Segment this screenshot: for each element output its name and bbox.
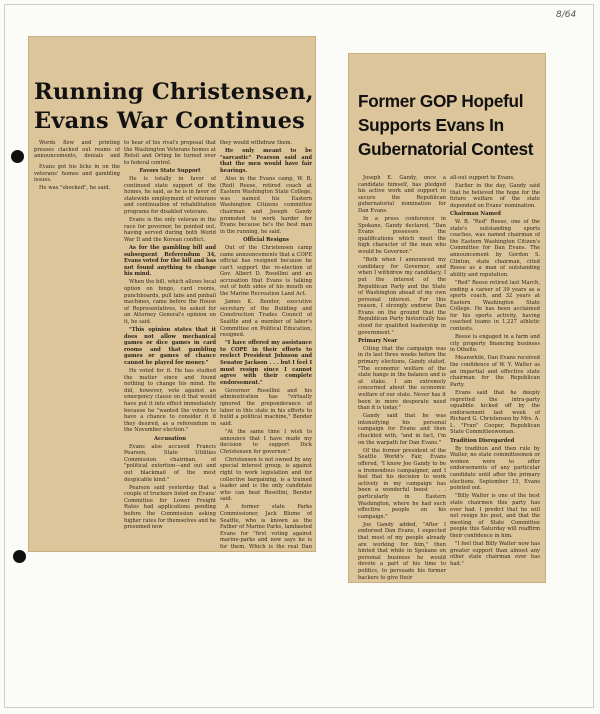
paragraph: Earlier in the day, Gandy said that he believed the hope for the future welfare of the state depended on Evans' nomination. [450, 183, 540, 209]
clipping1-column-1 [34, 164, 120, 550]
paragraph: "This opinion states that it does not allow mechanical games or dice games in card rooms and that gambling games or games of chance cannot be played for money." [124, 327, 216, 366]
clipping2-headline-line1: Former GOP Hopeful [358, 91, 524, 111]
paragraph: to hear of his rival's proposal that the Washington Veterans homes at Retsil and Orting be turned over to federal control. [124, 140, 216, 166]
paragraph: Governor Rosellini and his administration has "virtually ignored the preponderance of labor in this state in his efforts to build a political machine," Bender said. [220, 387, 312, 427]
subhead-favors-state-support: Favors State Support [139, 167, 201, 174]
binder-hole-top [11, 150, 24, 163]
subhead-chairman-named: Chairman Named [450, 210, 501, 217]
clipping1-headline-line2: Evans War Continues [34, 108, 305, 134]
paragraph: "I feel that Billy Walter now has greater support than almost any other state chairman ever has had." [450, 540, 540, 567]
subhead-official-resigns: Official Resigns [243, 236, 289, 243]
clipping-former-gop-hopeful [348, 53, 546, 583]
paragraph: In a press conference in Spokane, Gandy declared, "Dan Evans possesses the qualifications which meet the high character of the man who would be Governor." [358, 216, 446, 256]
date-note: 8/64 [556, 10, 577, 20]
clipping2-column-1 [358, 175, 446, 581]
clipping2-headline [358, 89, 540, 161]
paragraph: Pearson said yesterday that a couple of truckers listed on Evans' Committee for Lower Freight Rates had applications pending before the Commission asking higher rates for themselves and he presumed now [124, 484, 216, 531]
paragraph: Evans also accused Francis Pearson, State Utilities Commission chairman, of "political extortion—and out and out blackmail of the most despicable kind." [124, 443, 216, 483]
paragraph: Of the former president of the Seattle World's Fair, Evans offered, "I know Joe Gandy to be a tremendous campaigner, and I feel that his decision to work actively in my campaign has been a wonderful boost . . . particularly in Eastern Washington, where he had such effective people on his campaign." [358, 447, 446, 520]
paragraph: When the bill, which allows local option on bingo, card rooms, punchboards, pull tabs and pinball machines, came before the House of Representatives, he asked for an Attorney General's opinion on it, he said. [124, 279, 216, 325]
paragraph: Meanwhile, Dan Evans received the confidence of W. Y. Walter as an impartial and effective state chairman for the Republican Party. [450, 355, 540, 388]
paragraph: He voted for it. He has studied the matter since and found nothing to change his mind. He did, however, vote against an emergency clause on it that would have put it into effect immediately because he "wanted the voters to have a chance to consider it if they desired, as a referendum in the November election." [124, 368, 216, 434]
clipping1-headline-line1: Running Christensen, [34, 79, 314, 105]
paragraph: Christensen is not owned by any special interest group, is against right to work legislation and for collective bargaining, is a trained leader and is the only candidate who can beat Rosellini, Bender said. [220, 456, 312, 503]
clipping-running-christensen [28, 36, 316, 552]
paragraph: "At the same time I wish to announce that I have made my decision to support Dick Christensen for governor." [220, 428, 312, 455]
paragraph: Evans said that he deeply regretted the intra-party squabble kicked off by the endorsement last week of Richard G. Christensen by Mrs. A. L. "Fran" Cooper, Republican State Committeewoman. [450, 389, 540, 436]
subhead-accusation: Accusation [154, 435, 186, 442]
clipping2-column-2 [450, 175, 540, 581]
paragraph: "Red" Reese retired last March, ending a career of 39 years as a sports coach, and 32 years at Eastern Washington State College. He has been acclaimed for his sports activity, having coached teams in 1,227 athletic contests. [450, 279, 540, 333]
paragraph: As for the gambling bill and subsequent Referendum 34, Evans voted for the bill and has not found anything to change his mind. [124, 244, 216, 278]
paragraph: Also in the Evans camp, W. B. (Red) Reese, retired coach at Eastern Washington State College, was named his Eastern Washington Citizens committee chairman and Joseph Gandy promoted to work harder for Evans because he's the best man in the running, he said. [220, 175, 312, 235]
paragraph: Evans got his licks in on the veterans' homes and gambling issues. [34, 164, 120, 184]
paragraph: Joseph E. Gandy, once a candidate himself, has pledged his active work and support to secure the Republican gubernatorial nomination for Dan Evans. [358, 175, 446, 214]
clipping1-column-2 [124, 140, 216, 550]
paragraph: Words flew and printing presses clacked out reams of announcements, denials and [34, 140, 120, 160]
paragraph: Gandy said that he was intensifying his personal campaign for Evans and then chuckled with, "and in fact, I'm on the warpath for Dan Evans." [358, 413, 446, 446]
paragraph: A former state Parks Commissioner, Jack Blume of Seattle, who is known as the Father of Marine Parks, lambasted Evans for "first voting against marine-parks and now says he is for them. Which is the real Dan [220, 504, 312, 550]
paragraph: He was "shocked", he said, [39, 185, 111, 192]
paragraph: Evans is the only veteran in the race for governor, he pointed out, having served during both World War II and the Korean conflict. [124, 217, 216, 243]
clipping2-headline-line3: Gubernatorial Contest [358, 139, 534, 159]
paragraph: W. B. "Red" Reese, one of the state's outstanding sports coaches, was named chairman of the Eastern Washington Citizen's Committee for Dan Evans. The announcement by Gordon S. Clinton, state chairman, cited Reese as a man of outstanding ability and reputation. [450, 219, 540, 278]
paragraph: "I have offered my assistance to COPE in their efforts to reelect President Johnson and Senator Jackson . . . but I feel I must resign since I cannot agree with their complete endorsement." [220, 340, 312, 386]
paragraph: Out of the Christensen camp came announcements that a COPE official has resigned because he can't support the re-election of Gov. Albert D. Rosellini and an accusation that Evans is talking out of both sides of his mouth on the Marine Recreation Land Act. [220, 244, 312, 298]
paragraph: Reese is engaged in a farm and city property financing business in Othello. [450, 334, 540, 354]
clipping1-headline [34, 78, 314, 136]
paragraph: James K. Bender, executive secretary of the Building and Construction Trades Council of Seattle and a member of labor's Committee on Political Education, resigned. [220, 299, 312, 339]
paragraph: "Billy Walter is one of the best state chairmen this party has ever had. I predict that he will not resign his post, and that the meeting of State Committee people this Saturday will reaffirm their confidence in him. [450, 493, 540, 539]
paragraph: By tradition and then rule by Walter, no state committeemen or women were to offer endorsements of any particular candidate until after the primary elections, September 15, Evans pointed out. [450, 445, 540, 492]
paragraph: He is totally in favor of continued state support of the homes, he said, as he is in favor of statewide employment of veterans and continuation of rehabilitation programs for disabled veterans. [124, 175, 216, 215]
clipping2-headline-line2: Supports Evans In [358, 115, 504, 135]
paragraph: He only meant to be "sarcastic" Pearson said and that the men would have fair hearings. [220, 148, 312, 174]
paragraph: they would withdraw them. [220, 140, 293, 146]
binder-hole-bottom [13, 550, 26, 563]
paragraph: "Both when I announced my candidacy for Governor, and when I withdrew my candidacy, I put the interest of the Republican Party and the State of Washington ahead of my own personal interest. For this reason, I strongly endorse Dan Evans on the ground that the Republican Party historically has stood for qualified leadership in government." [358, 257, 446, 336]
clipping1-column-1-top [34, 140, 120, 160]
paragraph: Citing that the campaign was in its last three weeks before the primary elections, Gandy stated, "The economic welfare of the state hangs in the balance and is at stake. I am extremely concerned about the economic welfare of our state. Never has it been in more desperate need than it is today." [358, 345, 446, 412]
clipping1-column-3 [220, 140, 312, 550]
paragraph: all-out support to Evans. [450, 175, 515, 181]
subhead-tradition-disregarded: Tradition Disregarded [450, 437, 515, 444]
subhead-primary-near: Primary Near [358, 337, 398, 344]
paragraph: Joe Gandy added, "After I endorsed Dan Evans, I expected that most of my people already are working for him," then hinted that while in Spokane on personal business he would devote a part of his time to politics, to persuade his former backers to give their [358, 521, 446, 581]
